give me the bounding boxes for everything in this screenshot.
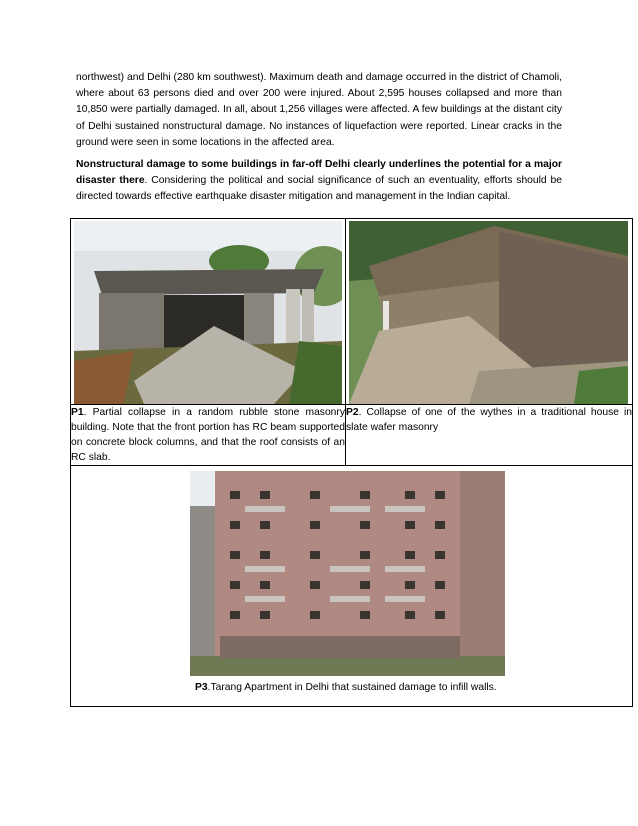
caption-p3-text: .Tarang Apartment in Delhi that sustained damage to infill walls. (207, 682, 497, 693)
figure-cell-p3 (71, 466, 633, 707)
paragraph-delhi-damage (76, 157, 562, 206)
caption-p1-text: . Partial collapse in a random rubble stone masonry building. Note that the front portion has RC beam supported on concrete block columns, and that the roof consists of an RC slab. (71, 407, 345, 463)
caption-p3-label: P3 (195, 682, 208, 693)
figure-table (70, 218, 633, 707)
figure-cell-p2 (346, 219, 633, 405)
paragraph-bold-lead: Nonstructural damage to some buildings in far-off Delhi clearly underlines the potential for a major disaster there (76, 159, 562, 187)
photo-p2-slate-house (349, 221, 628, 404)
caption-p3 (195, 680, 497, 695)
paragraph-rest: . Considering the political and social significance of such an eventuality, efforts should be directed towards effective earthquake disaster mitigation and management in the Indian capital. (76, 175, 562, 203)
caption-p2-label: P2 (346, 407, 359, 418)
caption-p1-label: P1 (71, 407, 84, 418)
caption-p1 (71, 405, 346, 466)
photo-p3-tarang-apartment (190, 471, 505, 676)
caption-p2 (346, 405, 633, 466)
paragraph-intro: northwest) and Delhi (280 km southwest). Maximum death and damage occurred in the district of Chamoli, where about 63 persons died and over 200 were injured. About 2,595 houses collapsed and more than 10,850 were partially damaged. In all, about 1,256 villages were affected. A few buildings at the distant city of Delhi sustained nonstructural damage. No instances of liquefaction were reported. Linear cracks in the ground were seen in some locations in the affected area. (76, 72, 562, 148)
figure-cell-p1 (71, 219, 346, 405)
caption-p2-text: . Collapse of one of the wythes in a traditional house in slate wafer masonry (346, 407, 632, 433)
photo-p1-collapsed-stone-house (74, 221, 342, 404)
